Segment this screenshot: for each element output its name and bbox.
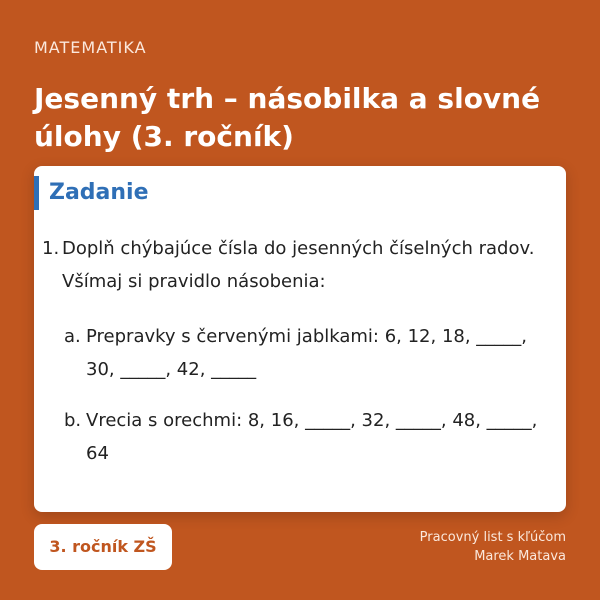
author-name: Marek Matava xyxy=(474,549,566,564)
card-heading: Zadanie xyxy=(34,176,149,210)
assignment-card xyxy=(34,166,566,512)
task-item-text: Vrecia s orechmi: 8, 16, _____, 32, _____, 48, _____, 64 xyxy=(86,410,538,464)
task-text: Doplň chýbajúce čísla do jesenných číselných radov. Všímaj si pravidlo násobenia: xyxy=(62,238,535,292)
task-item-letter: b. xyxy=(64,410,82,431)
page-title: Jesenný trh – násobilka a slovné úlohy (3. ročník) xyxy=(34,82,541,153)
task-1 xyxy=(42,232,562,298)
grade-badge: 3. ročník ZŠ xyxy=(34,524,172,570)
worksheet-label: Pracovný list s kľúčom xyxy=(419,530,566,545)
task-number: 1. xyxy=(42,238,60,259)
task-item-a xyxy=(64,320,554,386)
task-item-letter: a. xyxy=(64,326,81,347)
task-item-text: Prepravky s červenými jablkami: 6, 12, 18, _____, 30, _____, 42, _____ xyxy=(86,326,528,380)
task-item-b xyxy=(64,404,554,470)
subject-label: MATEMATIKA xyxy=(34,38,147,57)
footer-credits xyxy=(420,528,566,566)
